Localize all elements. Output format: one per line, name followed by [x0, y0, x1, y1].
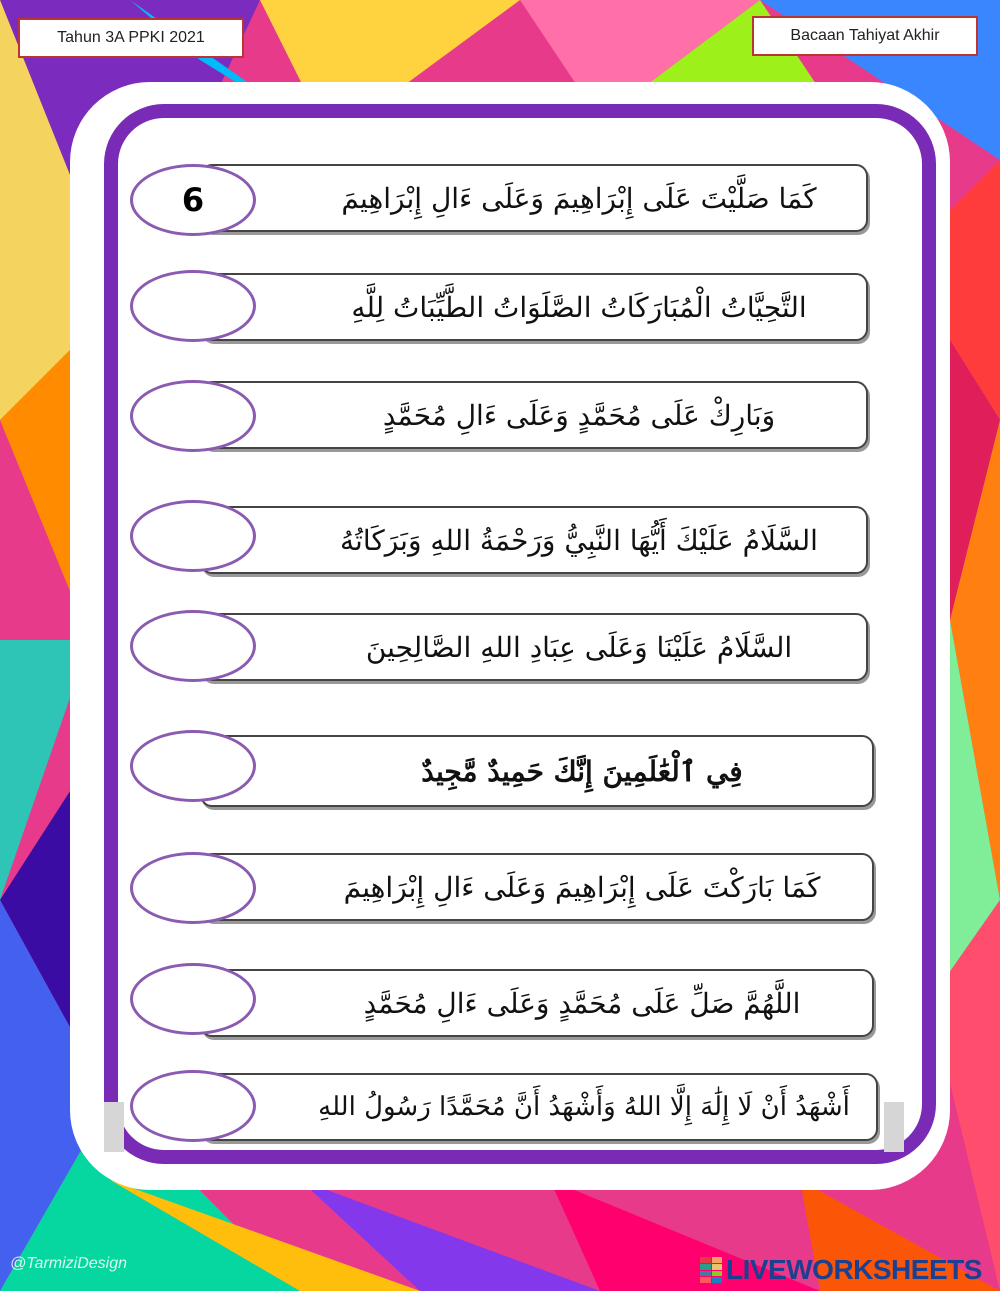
verse-row-4 [200, 506, 868, 574]
answer-oval-1[interactable]: 6 [130, 164, 256, 236]
topic-label: Bacaan Tahiyat Akhir [752, 16, 978, 56]
verse-text: كَمَا صَلَّيْتَ عَلَى إِبْرَاهِيمَ وَعَلَى ءَالِ إِبْرَاهِيمَ [341, 181, 817, 215]
answer-oval-7[interactable] [130, 852, 256, 924]
verse-row-3 [200, 381, 868, 449]
liveworksheets-brand: LIVEWORKSHEETS [726, 1254, 982, 1285]
liveworksheets-icon [700, 1257, 722, 1283]
verse-text: كَمَا بَارَكْتَ عَلَى إِبْرَاهِيمَ وَعَلَى ءَالِ إِبْرَاهِيمَ [343, 870, 821, 904]
class-label: Tahun 3A PPKI 2021 [18, 18, 244, 58]
answer-oval-6[interactable] [130, 730, 256, 802]
verse-row-6 [200, 735, 874, 807]
verse-row-7 [200, 853, 874, 921]
answer-oval-8[interactable] [130, 963, 256, 1035]
verse-text: التَّحِيَّاتُ الْمُبَارَكَاتُ الصَّلَوَاتُ الطَّيِّبَاتُ لِلَّهِ [351, 290, 807, 324]
verse-row-9 [200, 1073, 878, 1141]
verse-text: السَّلَامُ عَلَيْكَ أَيُّهَا النَّبِيُّ وَرَحْمَةُ اللهِ وَبَرَكَاتُهُ [340, 523, 818, 557]
verse-text: السَّلَامُ عَلَيْنَا وَعَلَى عِبَادِ اللهِ الصَّالِحِينَ [365, 630, 793, 664]
designer-credit: @TarmiziDesign [10, 1255, 128, 1272]
verse-text: فِي ٱلْعَٰلَمِينَ إِنَّكَ حَمِيدٌ مَّجِيدٌ [421, 754, 743, 788]
answer-oval-3[interactable] [130, 380, 256, 452]
answer-oval-2[interactable] [130, 270, 256, 342]
panel-left-bar [104, 1102, 124, 1152]
verse-row-1 [200, 164, 868, 232]
verse-row-5 [200, 613, 868, 681]
verse-text: اللَّهُمَّ صَلِّ عَلَى مُحَمَّدٍ وَعَلَى ءَالِ مُحَمَّدٍ [363, 986, 801, 1020]
answer-oval-5[interactable] [130, 610, 256, 682]
verse-row-2 [200, 273, 868, 341]
answer-oval-4[interactable] [130, 500, 256, 572]
verse-text: وَبَارِكْ عَلَى مُحَمَّدٍ وَعَلَى ءَالِ مُحَمَّدٍ [382, 398, 776, 432]
panel-right-bar [884, 1102, 904, 1152]
verse-text: أَشْهَدُ أَنْ لَا إِلَٰهَ إِلَّا اللهُ وَأَشْهَدُ أَنَّ مُحَمَّدًا رَسُولُ اللهِ [318, 1092, 850, 1122]
verse-row-8 [200, 969, 874, 1037]
liveworksheets-logo [700, 1254, 982, 1286]
answer-oval-9[interactable] [130, 1070, 256, 1142]
